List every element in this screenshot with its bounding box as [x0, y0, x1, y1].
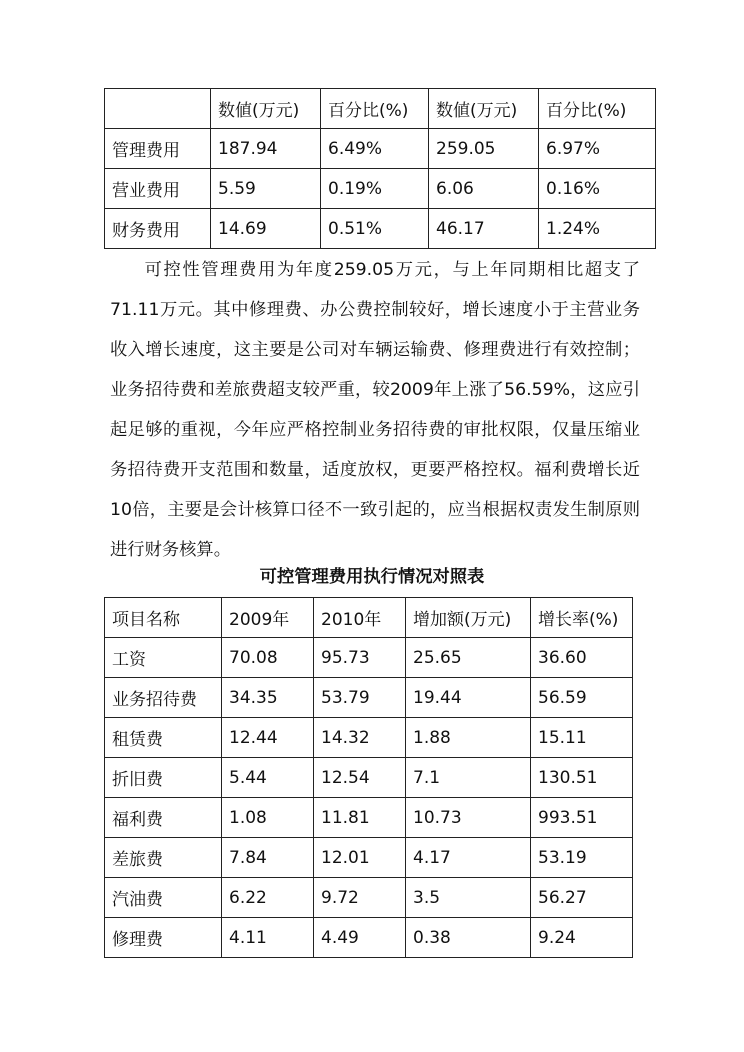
header-cell [105, 89, 211, 129]
table-cell: 56.59 [531, 678, 633, 718]
table-cell: 4.17 [406, 838, 531, 878]
table-cell: 6.49% [321, 129, 429, 169]
header-cell: 数値(万元) [211, 89, 321, 129]
table-cell: 19.44 [406, 678, 531, 718]
body-paragraph: 可控性管理费用为年度259.05万元，与上年同期相比超支了71.11万元。其中修理费、办公费控制较好，增长速度小于主营业务收入增长速度，这主要是公司对车辆运输费、修理费进行有效控制；业务招待费和差旅费超支较严重，较2009年上涨了56.59%，这应引起足够的重视，今年应严格控制业务招待费的审批权限，仅量压缩业务招待费开支范围和数量，适度放权，更要严格控权。福利费增长近10倍，主要是会计核算口径不一致引起的，应当根据权责发生制原则进行财务核算。 [110, 260, 640, 560]
table-cell: 3.5 [406, 878, 531, 918]
header-cell: 2010年 [314, 598, 406, 638]
table-row [105, 209, 656, 249]
table-cell: 1.08 [222, 798, 314, 838]
table-cell: 0.38 [406, 918, 531, 958]
row-label: 折旧费 [105, 758, 222, 798]
table-cell: 7.84 [222, 838, 314, 878]
table-row [105, 918, 633, 958]
table-cell: 5.44 [222, 758, 314, 798]
table-cell: 9.24 [531, 918, 633, 958]
table-cell: 25.65 [406, 638, 531, 678]
controllable-expense-table [104, 597, 633, 958]
header-cell: 项目名称 [105, 598, 222, 638]
table-row [105, 169, 656, 209]
table-cell: 7.1 [406, 758, 531, 798]
table-cell: 36.60 [531, 638, 633, 678]
row-label: 修理费 [105, 918, 222, 958]
table-cell: 56.27 [531, 878, 633, 918]
header-cell: 百分比(%) [539, 89, 656, 129]
table-cell: 53.19 [531, 838, 633, 878]
table-cell: 259.05 [429, 129, 539, 169]
table-row [105, 678, 633, 718]
expense-table [104, 88, 656, 249]
table-cell: 15.11 [531, 718, 633, 758]
table-cell: 4.49 [314, 918, 406, 958]
table-cell: 0.19% [321, 169, 429, 209]
row-label: 财务费用 [105, 209, 211, 249]
table-row [105, 129, 656, 169]
table-cell: 11.81 [314, 798, 406, 838]
table-cell: 130.51 [531, 758, 633, 798]
table-cell: 4.11 [222, 918, 314, 958]
table-cell: 0.51% [321, 209, 429, 249]
table-cell: 14.32 [314, 718, 406, 758]
table-cell: 34.35 [222, 678, 314, 718]
table-cell: 6.97% [539, 129, 656, 169]
row-label: 工资 [105, 638, 222, 678]
table-cell: 95.73 [314, 638, 406, 678]
header-cell: 数値(万元) [429, 89, 539, 129]
table-cell: 993.51 [531, 798, 633, 838]
table-cell: 6.22 [222, 878, 314, 918]
row-label: 业务招待费 [105, 678, 222, 718]
table-row [105, 718, 633, 758]
row-label: 营业费用 [105, 169, 211, 209]
table-header-row [105, 89, 656, 129]
table-row [105, 798, 633, 838]
table-cell: 12.44 [222, 718, 314, 758]
row-label: 租赁费 [105, 718, 222, 758]
table-cell: 5.59 [211, 169, 321, 209]
table-cell: 14.69 [211, 209, 321, 249]
header-cell: 2009年 [222, 598, 314, 638]
header-cell: 增长率(%) [531, 598, 633, 638]
table-cell: 53.79 [314, 678, 406, 718]
row-label: 福利费 [105, 798, 222, 838]
table-row [105, 758, 633, 798]
table-cell: 70.08 [222, 638, 314, 678]
header-cell: 百分比(%) [321, 89, 429, 129]
table-cell: 1.88 [406, 718, 531, 758]
table-row [105, 838, 633, 878]
row-label: 管理费用 [105, 129, 211, 169]
row-label: 差旅费 [105, 838, 222, 878]
table-row [105, 638, 633, 678]
table-cell: 0.16% [539, 169, 656, 209]
row-label: 汽油费 [105, 878, 222, 918]
table-cell: 12.54 [314, 758, 406, 798]
table-cell: 46.17 [429, 209, 539, 249]
table-cell: 6.06 [429, 169, 539, 209]
table-cell: 187.94 [211, 129, 321, 169]
table-row [105, 878, 633, 918]
header-cell: 增加额(万元) [406, 598, 531, 638]
table-cell: 9.72 [314, 878, 406, 918]
table-header-row [105, 598, 633, 638]
table-cell: 10.73 [406, 798, 531, 838]
table-cell: 1.24% [539, 209, 656, 249]
table-cell: 12.01 [314, 838, 406, 878]
table-title: 可控管理费用执行情况对照表 [259, 567, 485, 587]
